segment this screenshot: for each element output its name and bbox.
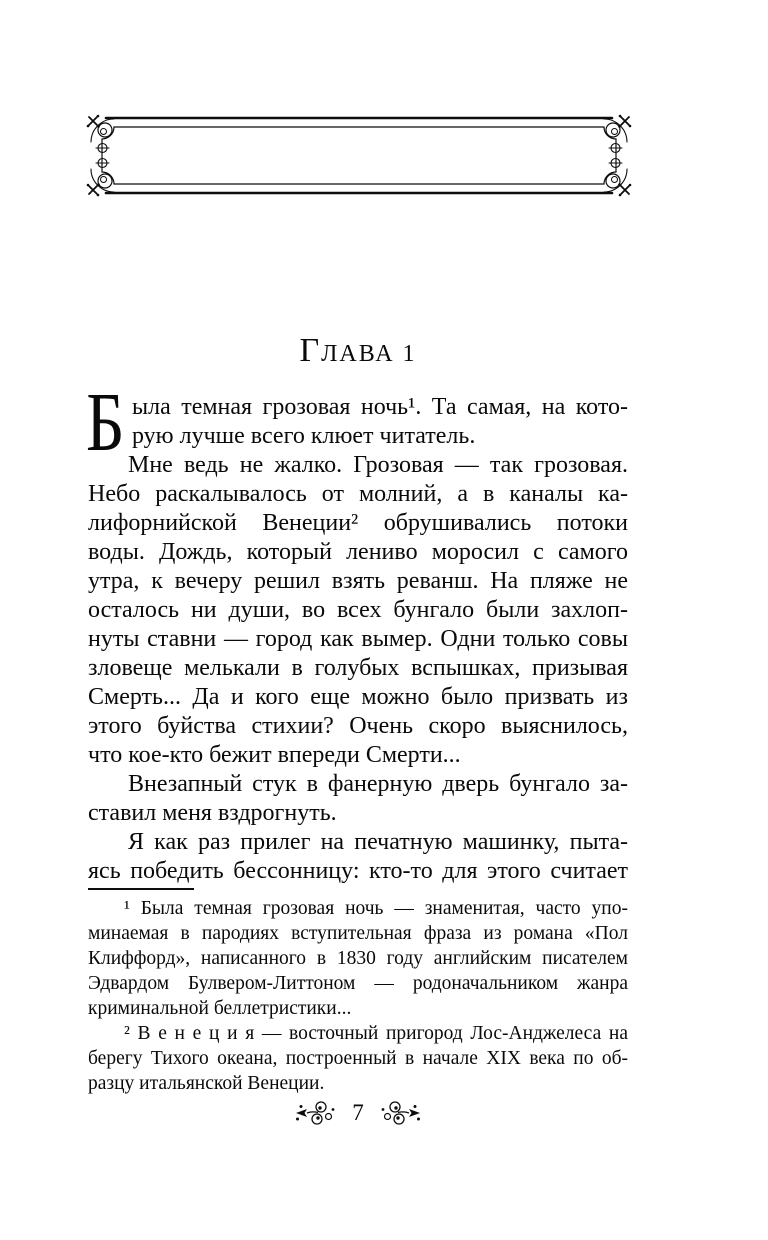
text-line: рую лучше всего клюет читатель. xyxy=(132,423,476,449)
text-line: ¹ Была темная грозовая ночь — знаменитая, часто упо- xyxy=(124,898,628,919)
text-line: воды. Дождь, который лениво моросил с самого xyxy=(88,539,628,565)
text-line: Небо раскалывалось от молний, а в каналы ка- xyxy=(88,481,628,507)
text-line: Внезапный стук в фанерную дверь бунгало за- xyxy=(128,771,628,797)
text-line: нуты ставни — город как вымер. Одни только совы xyxy=(88,626,628,652)
drop-cap: Б xyxy=(86,376,125,469)
text-line: Я как раз прилег на печатную машинку, пыта- xyxy=(128,829,628,855)
text-line: лифорнийской Венеции² обрушивались потоки xyxy=(88,510,628,536)
text-line: что кое-кто бежит впереди Смерти... xyxy=(88,742,461,768)
text-line: ² В е н е ц и я — восточный пригород Лос-Анджелеса на xyxy=(124,1023,628,1044)
body-text xyxy=(86,376,628,886)
text-line: Смерть... Да и кого еще можно было призвать из xyxy=(88,684,628,710)
text-line: Эдвардом Булвером-Литтоном — родоначальником жанра xyxy=(88,973,628,994)
footnote xyxy=(88,1021,628,1096)
footnote xyxy=(88,896,628,1021)
text-line: ставил меня вздрогнуть. xyxy=(88,800,337,826)
header-ornament-frame-icon xyxy=(86,112,632,200)
text-line: Мне ведь не жалко. Грозовая — так грозовая. xyxy=(128,452,628,478)
page-footer xyxy=(88,1098,628,1128)
text-line: этого буйства стихии? Очень скоро выяснилось, xyxy=(88,713,628,739)
page-number: 7 xyxy=(352,1100,364,1125)
text-line: минаемая в пародиях вступительная фраза из романа «Пол xyxy=(88,923,628,944)
footnote-separator xyxy=(88,888,194,890)
paragraph xyxy=(88,828,628,886)
paragraph xyxy=(88,451,628,770)
text-line: осталось ни души, во всех бунгало были захлоп- xyxy=(88,597,628,623)
text-line: ясь победить бессонницу: кто-то для этого считает xyxy=(88,858,628,884)
left-fleuron-icon xyxy=(294,1100,338,1126)
text-line: утра, к вечеру решил взять реванш. На пляже не xyxy=(88,568,628,594)
text-line: берегу Тихого океана, построенный в начале XIX века по об- xyxy=(88,1048,628,1069)
text-line: ыла темная грозовая ночь¹. Та самая, на кото- xyxy=(132,394,628,420)
right-fleuron-icon xyxy=(378,1100,422,1126)
text-line: криминальной беллетристики... xyxy=(88,998,352,1019)
chapter-title: ГЛАВА 1 xyxy=(299,332,417,369)
text-line: зловеще мелькали в голубых вспышках, призывая xyxy=(88,655,628,681)
text-line: Клиффорд», написанного в 1830 году английским писателем xyxy=(88,948,628,969)
text-line: разцу итальянской Венеции. xyxy=(88,1073,325,1094)
footnotes xyxy=(88,896,628,1096)
paragraph xyxy=(88,770,628,828)
